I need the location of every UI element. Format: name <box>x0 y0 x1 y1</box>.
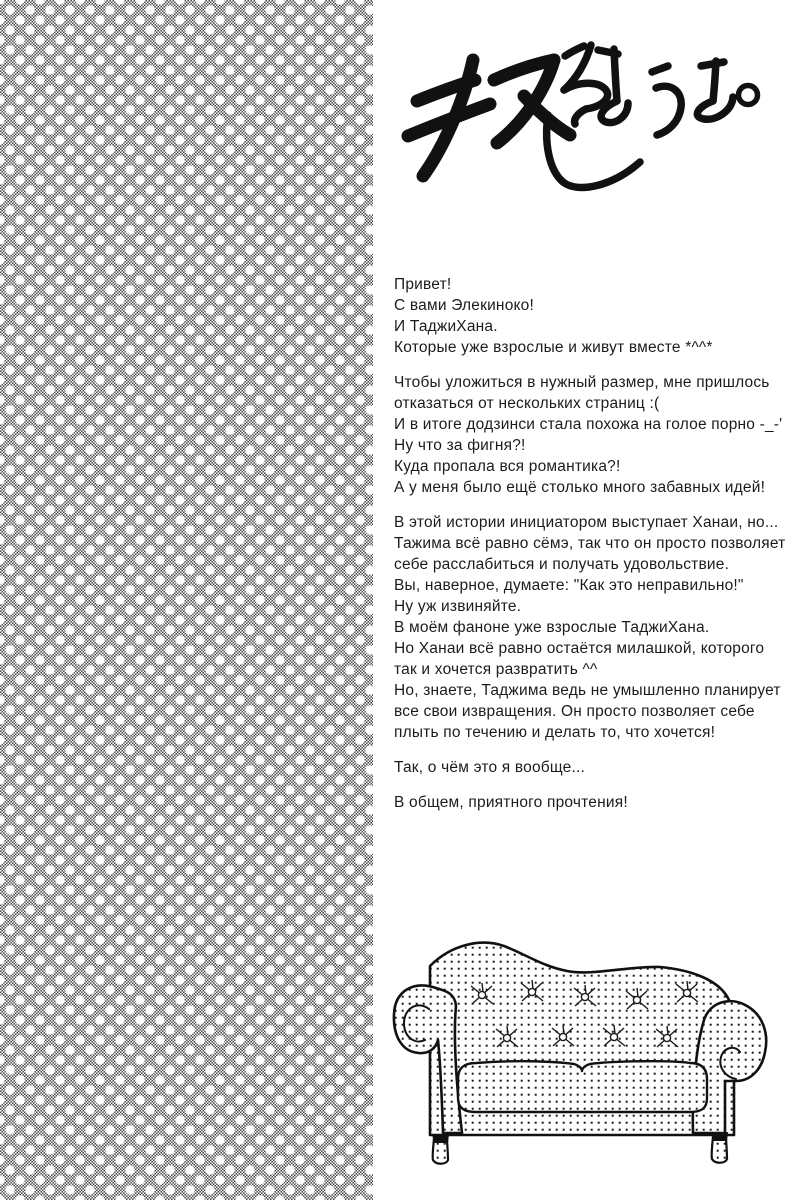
paragraph <box>394 512 794 743</box>
text-line: Куда пропала вся романтика?! <box>394 458 621 475</box>
text-line: В общем, приятного прочтения! <box>394 794 628 811</box>
text-line: Которые уже взрослые и живут вместе *^^* <box>394 339 713 356</box>
halftone-pattern-band <box>0 0 373 1200</box>
text-line: Так, о чём это я вообще... <box>394 759 585 776</box>
text-line: отказаться от нескольких страниц :( <box>394 395 660 412</box>
text-line: плыть по течению и делать то, что хочется! <box>394 724 716 741</box>
afterword-text <box>394 274 794 827</box>
text-line: Привет! <box>394 276 452 293</box>
title-calligraphy-icon <box>395 35 790 200</box>
text-line: С вами Элекиноко! <box>394 297 534 314</box>
text-line: Чтобы уложиться в нужный размер, мне пришлось <box>394 374 770 391</box>
text-line: Но Ханаи всё равно остаётся милашкой, которого <box>394 640 765 657</box>
text-line: Вы, наверное, думаете: "Как это неправильно!" <box>394 577 744 594</box>
paragraph <box>394 274 794 358</box>
sofa-illustration <box>392 930 792 1190</box>
text-line: В этой истории инициатором выступает Ханаи, но... <box>394 514 779 531</box>
text-line: Ну уж извиняйте. <box>394 598 522 615</box>
text-line: так и хочется развратить ^^ <box>394 661 598 678</box>
text-line: все свои извращения. Он просто позволяет себе <box>394 703 755 720</box>
paragraph <box>394 372 794 498</box>
text-line: Тажима всё равно сёмэ, так что он просто позволяет <box>394 535 786 552</box>
text-line: И ТаджиХана. <box>394 318 498 335</box>
paragraph <box>394 792 794 813</box>
text-line: И в итоге додзинси стала похожа на голое порно -_-' <box>394 416 783 433</box>
text-line: Но, знаете, Таджима ведь не умышленно планирует <box>394 682 781 699</box>
sofa-drawing-icon <box>392 930 792 1190</box>
sofa-cushion <box>458 1061 707 1112</box>
text-line: Ну что за фигня?! <box>394 437 526 454</box>
page-title <box>395 35 790 200</box>
text-line: себе расслабиться и получать удовольствие. <box>394 556 730 573</box>
text-line: В моём фаноне уже взрослые ТаджиХана. <box>394 619 710 636</box>
text-line: А у меня было ещё столько много забавных идей! <box>394 479 766 496</box>
paragraph <box>394 757 794 778</box>
